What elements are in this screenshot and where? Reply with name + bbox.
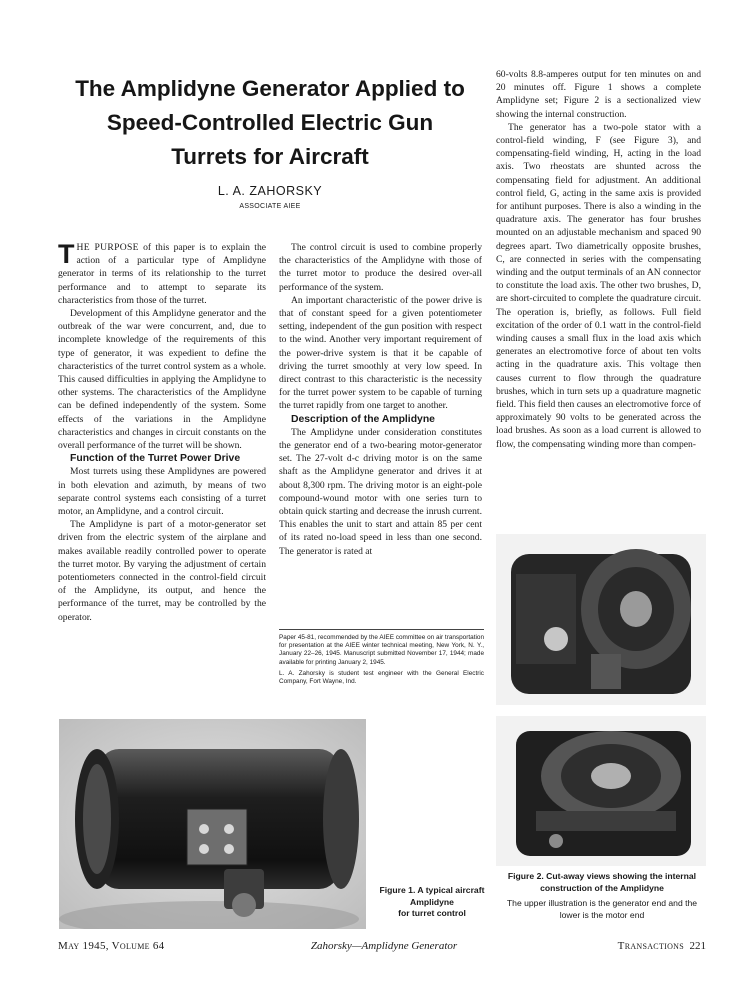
figure-1-caption-text: for turret control [398,908,466,918]
title-line-1: The Amplidyne Generator Applied to [75,76,465,101]
figure-2-generator-end-photo [496,534,706,705]
footer-journal: Transactions [617,940,684,952]
title-line-2: Speed-Controlled Electric Gun [106,110,434,135]
paragraph: The Amplidyne under consideration constitutes the generator end of a two-bearing motor-generator set. The 27-volt d-c driving motor is on the same shaft as the Amplidyne generator and drives it at about 8,300 rpm. The driving motor is an eight-pole compound-wound motor with one series turn to obtain quick starting and decrease the inrush current. This enables the unit to start and attain 85 per cent of its rated no-load speed in less than one second. The generator is rated at [279,426,482,557]
generator-end-illustration [496,534,706,705]
footer-running-title: Zahorsky—Amplidyne Generator [310,940,458,952]
amplidyne-photo-illustration [59,719,366,929]
author-name: L. A. ZAHORSKY [217,184,323,198]
footnote [279,634,484,689]
drop-cap: T [58,239,75,269]
paragraph: An important characteristic of the power drive is that of constant speed for a given potentiometer setting, independent of the gun position with respect to the wind. Another very important requirement of the power-drive system is that it be capable of driving the turret smoothly at very low speed. In direct contrast to this characteristic is the necessity for the turret power system to be capable of turning the turret rapidly from one target to another. [279,294,482,412]
author-affiliation: ASSOCIATE AIEE [239,203,301,210]
paragraph: The Amplidyne is part of a motor-generator set driven from the electric system of the airplane and makes available readily controlled power to operate the turret motor. By varying the adjustment of certain potentiometers connected in the control-field circuit of the Amplidyne, its output, and hence the performance of the turret, may be controlled by the operator. [58,519,266,623]
intro-paragraph [58,241,266,307]
figure-2-caption-text: The upper illustration is the generator end and the lower is the motor end [506,898,698,920]
column-3 [496,68,701,451]
paragraph: Development of this Amplidyne generator and the outbreak of the war were concurrent, and, due to incomplete knowledge of the requirements of this type of generator, it was expedient to define the characteristics of the turret control system as a whole. This caused difficulties in applying the Amplidyne to other systems. The characteristics of the Amplidyne can be defined independently of the system. Some effects of the variations in the Amplidyne characteristics and changes in circuit constants on the overall performance of the turret will be shown. [58,308,266,452]
footnote-author-info: L. A. Zahorsky is student test engineer with the General Electric Company, Fort Wayne, Ind. [279,669,484,686]
footer-journal-page [560,940,706,952]
footnote-paper-info: Paper 45-81, recommended by the AIEE committee on air transportation for presentation at the AIEE winter technical meeting, New York, N. Y., January 22–26, 1945. Manuscript submitted November 17, 1944; made available for printing January 2, 1945. [279,634,484,666]
footer-issue: May 1945, Volume 64 [58,940,165,952]
intro-text: of this paper is to explain the action of a particular type of Amplidyne generator in terms of its relationship to the turret performance and to attempt to separate its characteristics from those of the turret. [58,242,266,306]
paragraph: The generator has a two-pole stator with a control-field winding, F (see Figure 3), and compensating-field winding, H, acting in the load axis. Two rheostats are shunted across the compensating field for adjustment. An additional control field, G, acting in the same axis is provided for antihunt purposes. There is also a winding in the quadrature axis. The generator has four brushes mounted on an adjustable mechanism and spaced 90 degrees apart. Two diametrically opposite brushes, C, are connected in series with the compensating winding and the output terminals of an AN connector to constitute the load axis. The other two brushes, D, are short-circuited to complete the quadrature circuit. The operation is, briefly, as follows. Full field excitation of the order of 0.1 watt in the control-field winding causes a small flux in the load axis which generates an electromotive force of about ten volts acting in the quadrature axis. This voltage then causes current to flow through the quadrature brushes, which in turn sets up a quadrature magnetic field. This field then causes an electromotive force of approximately 90 volts to be generated across the load brushes. As soon as a load current is allowed to flow, the compensating winding more than compen- [496,121,701,450]
page-number: 221 [689,940,706,952]
figure-2-motor-end-photo [496,716,706,866]
section-heading-description: Description of the Amplidyne [291,413,435,425]
figure-1-photo [59,719,366,929]
figure-1-caption [376,885,488,920]
paragraph: Most turrets using these Amplidynes are powered in both elevation and azimuth, by means of two separate control systems each consisting of a turret motor, an Amplidyne, and a control circuit. [58,466,266,518]
footnote-rule [279,629,484,630]
paragraph: 60-volts 8.8-amperes output for ten minutes on and 20 minutes off. Figure 1 shows a complete Amplidyne set; Figure 2 is a sectionalized view showing the internal construction. [496,69,701,120]
title-line-3: Turrets for Aircraft [171,144,369,169]
intro-smallcaps: HE PURPOSE [76,242,139,253]
paper-title [60,72,480,174]
figure-2-caption [496,871,708,921]
section-heading-turret-power-drive: Function of the Turret Power Drive [70,453,241,465]
column-1 [58,241,266,624]
figure-1-caption-title: Figure 1. A typical aircraft Amplidyne [379,885,485,907]
paragraph: The control circuit is used to combine properly the characteristics of the Amplidyne with those of the turret motor to produce the desired over-all performance of the system. [279,242,482,293]
motor-end-illustration [496,716,706,866]
column-2 [279,241,482,558]
figure-2-caption-title: Figure 2. Cut-away views showing the internal construction of the Amplidyne [507,871,697,893]
